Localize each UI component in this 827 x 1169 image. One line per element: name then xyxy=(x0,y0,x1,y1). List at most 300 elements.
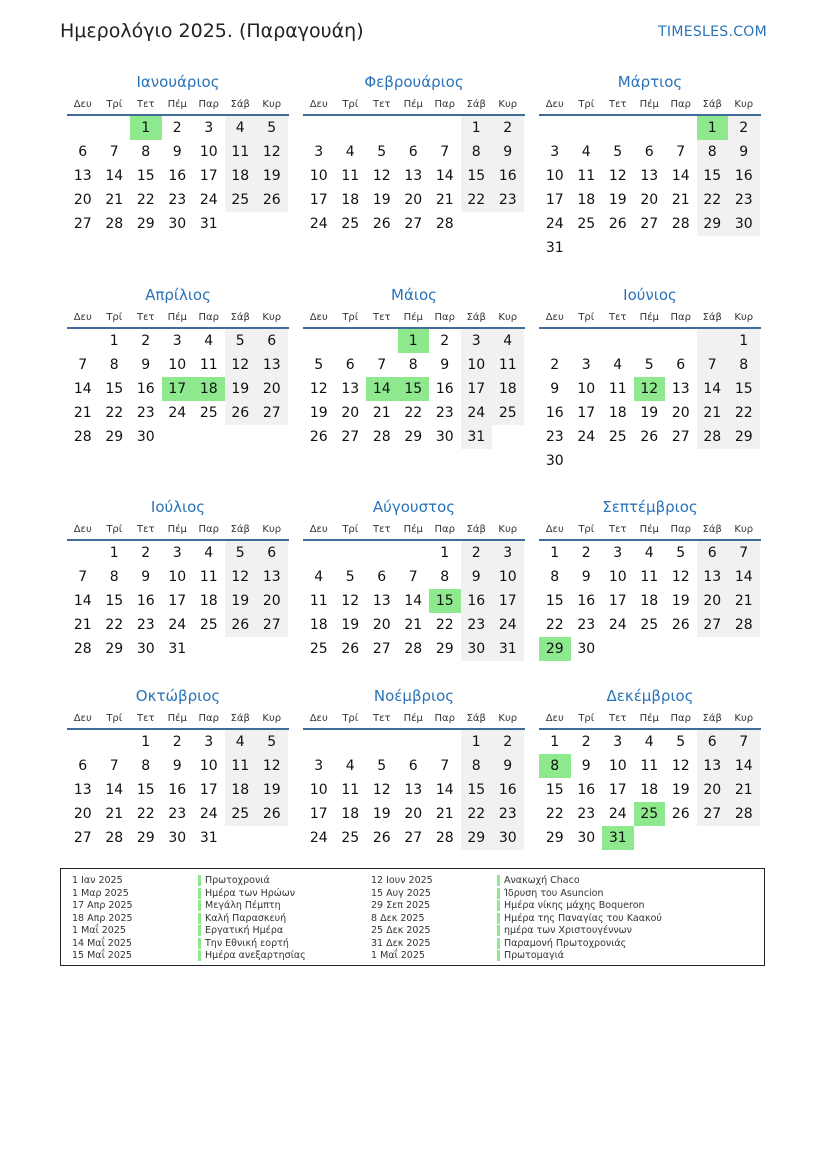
holiday-date: 18 Απρ 2025 xyxy=(72,912,133,924)
empty-day-cell xyxy=(366,116,398,140)
day-cell: 17 xyxy=(577,405,596,421)
empty-day-cell xyxy=(634,637,666,661)
holiday-date: 1 Μαΐ 2025 xyxy=(371,950,425,961)
week-row xyxy=(67,589,289,613)
weekday-label: Κυρ xyxy=(498,99,518,110)
week-row xyxy=(67,778,289,802)
day-cell: 27 xyxy=(697,613,729,637)
day-cell: 31 xyxy=(199,216,218,232)
day-cell: 8 xyxy=(141,758,151,774)
empty-day-cell xyxy=(728,449,760,473)
empty-day-cell xyxy=(665,236,697,260)
weekday-label: Πέμ xyxy=(403,524,423,535)
week-row xyxy=(539,164,761,188)
weekday-header xyxy=(303,710,525,730)
week-row xyxy=(539,449,761,473)
day-cell: 13 xyxy=(73,168,92,184)
day-cell: 15 xyxy=(136,168,155,184)
day-cell: 25 xyxy=(341,830,360,846)
holiday-day-cell: 29 xyxy=(539,637,571,661)
month-name: Μάιος xyxy=(391,286,437,304)
day-cell: 13 xyxy=(671,381,690,397)
day-cell: 30 xyxy=(435,429,454,445)
day-cell: 2 xyxy=(581,734,591,750)
day-cell: 11 xyxy=(577,168,596,184)
holiday-day-cell: 12 xyxy=(634,377,666,401)
empty-day-cell xyxy=(697,236,729,260)
day-cell: 14 xyxy=(105,782,124,798)
month-block xyxy=(303,686,525,850)
day-cell: 19 xyxy=(256,778,288,802)
day-cell: 22 xyxy=(545,806,564,822)
day-cell: 19 xyxy=(671,593,690,609)
month-block xyxy=(303,72,525,236)
weekday-label: Κυρ xyxy=(498,312,518,323)
holiday-date: 8 Δεκ 2025 xyxy=(371,912,425,924)
weekday-label: Σάβ xyxy=(702,713,722,724)
weekday-label: Κυρ xyxy=(262,713,282,724)
weekday-label: Δευ xyxy=(73,312,92,323)
day-cell: 3 xyxy=(172,545,182,561)
day-cell: 21 xyxy=(697,401,729,425)
day-cell: 29 xyxy=(728,425,760,449)
day-cell: 22 xyxy=(435,617,454,633)
weekday-header xyxy=(67,710,289,730)
day-cell: 30 xyxy=(136,641,155,657)
day-cell: 28 xyxy=(728,613,760,637)
day-cell: 5 xyxy=(256,116,288,140)
weekday-label: Παρ xyxy=(670,524,691,535)
day-cell: 25 xyxy=(309,641,328,657)
week-row xyxy=(67,425,289,449)
day-cell: 25 xyxy=(608,429,627,445)
holiday-name: Ανακωχή Chaco xyxy=(497,875,580,886)
day-cell: 6 xyxy=(644,144,654,160)
week-row xyxy=(67,802,289,826)
day-cell: 1 xyxy=(461,730,493,754)
week-row xyxy=(539,353,761,377)
week-row xyxy=(539,377,761,401)
weekday-label: Κυρ xyxy=(734,312,754,323)
empty-day-cell xyxy=(366,730,398,754)
day-cell: 23 xyxy=(492,188,524,212)
day-cell: 8 xyxy=(109,357,119,373)
day-cell: 7 xyxy=(78,357,88,373)
weekday-label: Δευ xyxy=(545,713,564,724)
month-name: Σεπτέμβριος xyxy=(602,498,698,516)
weekday-label: Σάβ xyxy=(466,524,486,535)
day-cell: 22 xyxy=(545,617,564,633)
weekday-label: Τρί xyxy=(342,524,359,535)
day-cell: 15 xyxy=(461,778,493,802)
day-cell: 16 xyxy=(461,589,493,613)
day-cell: 26 xyxy=(671,617,690,633)
page-title: Ημερολόγιο 2025. (Παραγουάη) xyxy=(60,20,364,42)
empty-day-cell xyxy=(602,236,634,260)
day-cell: 3 xyxy=(492,541,524,565)
day-cell: 30 xyxy=(577,641,596,657)
day-cell: 5 xyxy=(377,144,387,160)
day-cell: 9 xyxy=(581,758,591,774)
day-cell: 14 xyxy=(105,168,124,184)
day-cell: 10 xyxy=(492,565,524,589)
empty-day-cell xyxy=(665,116,697,140)
holiday-legend xyxy=(60,868,765,966)
week-row xyxy=(67,140,289,164)
day-cell: 19 xyxy=(372,192,391,208)
empty-day-cell xyxy=(303,541,335,565)
day-cell: 19 xyxy=(372,806,391,822)
day-cell: 11 xyxy=(341,168,360,184)
empty-day-cell xyxy=(665,449,697,473)
day-cell: 6 xyxy=(256,329,288,353)
day-cell: 8 xyxy=(461,754,493,778)
week-row xyxy=(539,212,761,236)
week-row xyxy=(539,116,761,140)
day-cell: 14 xyxy=(671,168,690,184)
month-block xyxy=(539,285,761,473)
day-cell: 30 xyxy=(168,216,187,232)
day-cell: 16 xyxy=(136,381,155,397)
empty-day-cell xyxy=(99,116,131,140)
weekday-label: Σάβ xyxy=(230,713,250,724)
day-cell: 2 xyxy=(728,116,760,140)
empty-day-cell xyxy=(571,329,603,353)
weekday-label: Σάβ xyxy=(230,99,250,110)
day-cell: 7 xyxy=(377,357,387,373)
weekday-label: Τετ xyxy=(136,99,155,110)
weekday-label: Δευ xyxy=(309,524,328,535)
day-cell: 12 xyxy=(671,758,690,774)
day-cell: 11 xyxy=(608,381,627,397)
day-cell: 5 xyxy=(613,144,623,160)
holiday-date: 12 Ιουν 2025 xyxy=(371,875,433,886)
day-cell: 29 xyxy=(545,830,564,846)
day-cell: 25 xyxy=(577,216,596,232)
week-row xyxy=(539,188,761,212)
day-cell: 21 xyxy=(728,778,760,802)
holiday-name: Ημέρα ανεξαρτησίας xyxy=(198,950,306,961)
day-cell: 7 xyxy=(676,144,686,160)
day-cell: 9 xyxy=(728,140,760,164)
day-cell: 4 xyxy=(204,545,214,561)
week-row xyxy=(67,188,289,212)
day-cell: 4 xyxy=(644,734,654,750)
month-block xyxy=(303,497,525,661)
empty-day-cell xyxy=(67,541,99,565)
empty-day-cell xyxy=(634,116,666,140)
day-cell: 1 xyxy=(550,545,560,561)
holiday-name: Ίδρυση του Asuncion xyxy=(497,888,604,899)
empty-day-cell xyxy=(225,826,257,850)
empty-day-cell xyxy=(697,637,729,661)
day-cell: 11 xyxy=(640,569,659,585)
empty-day-cell xyxy=(697,329,729,353)
weekday-label: Σάβ xyxy=(466,312,486,323)
month-block xyxy=(67,686,289,850)
week-row xyxy=(67,164,289,188)
week-row xyxy=(303,613,525,637)
day-cell: 12 xyxy=(256,754,288,778)
day-cell: 10 xyxy=(168,569,187,585)
holiday-day-cell: 18 xyxy=(193,377,225,401)
day-cell: 20 xyxy=(256,589,288,613)
day-cell: 3 xyxy=(613,734,623,750)
day-cell: 1 xyxy=(109,545,119,561)
day-cell: 31 xyxy=(492,637,524,661)
weekday-label: Παρ xyxy=(434,312,455,323)
day-cell: 8 xyxy=(109,569,119,585)
empty-day-cell xyxy=(728,826,760,850)
weekday-label: Σάβ xyxy=(230,524,250,535)
weekday-label: Πέμ xyxy=(639,524,659,535)
holiday-day-cell: 14 xyxy=(366,377,398,401)
empty-day-cell xyxy=(728,637,760,661)
weekday-label: Παρ xyxy=(434,99,455,110)
day-cell: 18 xyxy=(341,192,360,208)
month-block xyxy=(67,72,289,236)
weekday-label: Δευ xyxy=(73,99,92,110)
weekday-label: Παρ xyxy=(198,312,219,323)
day-cell: 18 xyxy=(225,778,257,802)
day-cell: 20 xyxy=(341,405,360,421)
month-block xyxy=(539,497,761,661)
weekday-label: Τρί xyxy=(578,524,595,535)
week-row xyxy=(303,425,525,449)
month-name: Δεκέμβριος xyxy=(606,687,694,705)
weekday-label: Δευ xyxy=(309,312,328,323)
day-cell: 17 xyxy=(461,377,493,401)
day-cell: 17 xyxy=(199,168,218,184)
day-cell: 15 xyxy=(461,164,493,188)
week-row xyxy=(67,212,289,236)
day-cell: 27 xyxy=(404,216,423,232)
day-cell: 16 xyxy=(545,405,564,421)
weekday-label: Τρί xyxy=(106,713,123,724)
day-cell: 8 xyxy=(440,569,450,585)
brand-link[interactable]: TIMESLES.COM xyxy=(658,24,767,40)
weekday-label: Τετ xyxy=(372,524,391,535)
weekday-label: Τετ xyxy=(608,312,627,323)
day-cell: 23 xyxy=(136,617,155,633)
empty-day-cell xyxy=(539,116,571,140)
day-cell: 2 xyxy=(172,734,182,750)
week-row xyxy=(539,637,761,661)
weekday-label: Τρί xyxy=(106,312,123,323)
day-cell: 7 xyxy=(78,569,88,585)
week-row xyxy=(67,613,289,637)
day-cell: 20 xyxy=(256,377,288,401)
empty-day-cell xyxy=(225,425,257,449)
day-cell: 18 xyxy=(225,164,257,188)
week-row xyxy=(539,236,761,260)
day-cell: 11 xyxy=(225,754,257,778)
weekday-label: Τρί xyxy=(106,524,123,535)
day-cell: 20 xyxy=(640,192,659,208)
weekday-label: Τετ xyxy=(608,713,627,724)
day-cell: 13 xyxy=(697,754,729,778)
day-cell: 3 xyxy=(461,329,493,353)
day-cell: 19 xyxy=(256,164,288,188)
day-cell: 12 xyxy=(671,569,690,585)
day-cell: 3 xyxy=(172,333,182,349)
month-block xyxy=(539,686,761,850)
day-cell: 6 xyxy=(697,541,729,565)
holiday-day-cell: 15 xyxy=(429,589,461,613)
month-name: Αύγουστος xyxy=(372,498,456,516)
day-cell: 26 xyxy=(341,641,360,657)
weekday-header xyxy=(303,96,525,116)
day-cell: 17 xyxy=(168,593,187,609)
day-cell: 20 xyxy=(697,589,729,613)
day-cell: 27 xyxy=(73,830,92,846)
weekday-label: Τετ xyxy=(608,524,627,535)
empty-day-cell xyxy=(193,637,225,661)
day-cell: 30 xyxy=(492,826,524,850)
day-cell: 30 xyxy=(461,637,493,661)
weekday-label: Κυρ xyxy=(734,524,754,535)
day-cell: 19 xyxy=(341,617,360,633)
day-cell: 4 xyxy=(644,545,654,561)
day-cell: 14 xyxy=(435,782,454,798)
empty-day-cell xyxy=(492,212,524,236)
weekday-label: Παρ xyxy=(670,99,691,110)
day-cell: 20 xyxy=(73,192,92,208)
day-cell: 2 xyxy=(141,333,151,349)
weekday-label: Παρ xyxy=(434,713,455,724)
day-cell: 2 xyxy=(581,545,591,561)
day-cell: 13 xyxy=(341,381,360,397)
holiday-name: Καλή Παρασκευή xyxy=(198,913,286,924)
day-cell: 6 xyxy=(408,758,418,774)
empty-day-cell xyxy=(256,212,288,236)
week-row xyxy=(303,353,525,377)
day-cell: 15 xyxy=(105,381,124,397)
day-cell: 5 xyxy=(314,357,324,373)
empty-day-cell xyxy=(67,116,99,140)
day-cell: 7 xyxy=(440,144,450,160)
week-row xyxy=(303,377,525,401)
day-cell: 7 xyxy=(728,541,760,565)
day-cell: 22 xyxy=(105,617,124,633)
day-cell: 3 xyxy=(204,734,214,750)
day-cell: 30 xyxy=(577,830,596,846)
empty-day-cell xyxy=(335,116,367,140)
empty-day-cell xyxy=(225,637,257,661)
weekday-label: Σάβ xyxy=(466,713,486,724)
day-cell: 17 xyxy=(608,782,627,798)
empty-day-cell xyxy=(67,329,99,353)
week-row xyxy=(67,377,289,401)
day-cell: 29 xyxy=(136,830,155,846)
weekday-label: Σάβ xyxy=(702,524,722,535)
day-cell: 7 xyxy=(109,758,119,774)
day-cell: 27 xyxy=(640,216,659,232)
week-row xyxy=(539,613,761,637)
day-cell: 6 xyxy=(78,758,88,774)
day-cell: 21 xyxy=(105,806,124,822)
day-cell: 20 xyxy=(404,806,423,822)
weekday-label: Παρ xyxy=(198,99,219,110)
day-cell: 13 xyxy=(404,168,423,184)
month-block xyxy=(303,285,525,449)
day-cell: 23 xyxy=(577,617,596,633)
week-row xyxy=(67,541,289,565)
day-cell: 21 xyxy=(73,405,92,421)
day-cell: 10 xyxy=(577,381,596,397)
week-row xyxy=(303,140,525,164)
day-cell: 13 xyxy=(404,782,423,798)
holiday-name: Ημέρα νίκης μάχης Boqueron xyxy=(497,900,645,911)
empty-day-cell xyxy=(429,730,461,754)
holiday-date: 1 Μαΐ 2025 xyxy=(72,925,126,936)
day-cell: 3 xyxy=(613,545,623,561)
weekday-label: Δευ xyxy=(545,99,564,110)
empty-day-cell xyxy=(492,425,524,449)
weekday-header xyxy=(539,309,761,329)
day-cell: 16 xyxy=(728,164,760,188)
day-cell: 23 xyxy=(435,405,454,421)
day-cell: 24 xyxy=(309,216,328,232)
day-cell: 25 xyxy=(225,188,257,212)
holiday-name: ημέρα των Χριστουγέννων xyxy=(497,925,632,936)
day-cell: 17 xyxy=(545,192,564,208)
day-cell: 17 xyxy=(608,593,627,609)
week-row xyxy=(539,565,761,589)
weekday-label: Σάβ xyxy=(702,99,722,110)
day-cell: 4 xyxy=(225,730,257,754)
day-cell: 22 xyxy=(728,401,760,425)
weekday-header xyxy=(303,309,525,329)
day-cell: 25 xyxy=(640,617,659,633)
day-cell: 12 xyxy=(309,381,328,397)
day-cell: 24 xyxy=(199,192,218,208)
day-cell: 17 xyxy=(309,192,328,208)
day-cell: 23 xyxy=(461,613,493,637)
empty-day-cell xyxy=(303,329,335,353)
day-cell: 10 xyxy=(608,569,627,585)
day-cell: 5 xyxy=(256,730,288,754)
week-row xyxy=(539,541,761,565)
day-cell: 28 xyxy=(372,429,391,445)
week-row xyxy=(303,565,525,589)
day-cell: 28 xyxy=(697,425,729,449)
week-row xyxy=(67,637,289,661)
day-cell: 23 xyxy=(168,192,187,208)
day-cell: 21 xyxy=(105,192,124,208)
empty-day-cell xyxy=(335,730,367,754)
day-cell: 18 xyxy=(341,806,360,822)
weekday-label: Σάβ xyxy=(466,99,486,110)
holiday-day-cell: 17 xyxy=(162,377,194,401)
day-cell: 26 xyxy=(372,216,391,232)
weekday-label: Πέμ xyxy=(639,312,659,323)
day-cell: 22 xyxy=(136,192,155,208)
day-cell: 20 xyxy=(404,192,423,208)
week-row xyxy=(67,730,289,754)
day-cell: 21 xyxy=(671,192,690,208)
month-name: Απρίλιος xyxy=(145,286,211,304)
day-cell: 28 xyxy=(73,641,92,657)
day-cell: 22 xyxy=(136,806,155,822)
day-cell: 31 xyxy=(199,830,218,846)
day-cell: 15 xyxy=(697,164,729,188)
day-cell: 9 xyxy=(141,569,151,585)
day-cell: 16 xyxy=(168,168,187,184)
empty-day-cell xyxy=(571,236,603,260)
day-cell: 14 xyxy=(728,565,760,589)
day-cell: 12 xyxy=(372,168,391,184)
